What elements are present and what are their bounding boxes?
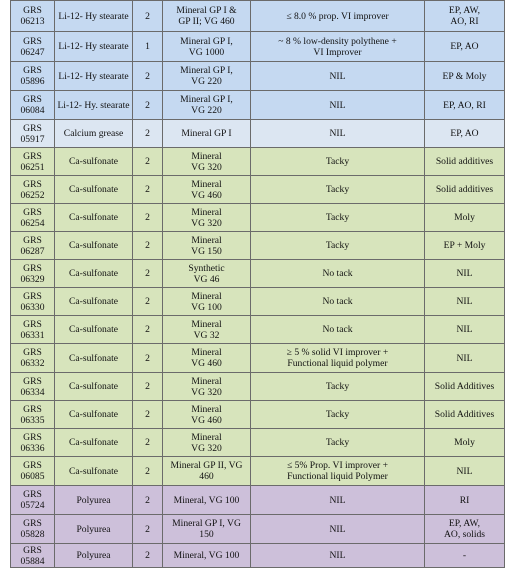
- polymer-additive-cell-line: NIL: [329, 128, 346, 139]
- nlgi-grade-cell: 2: [133, 148, 163, 176]
- thickener-cell: Ca-sulfonate: [55, 401, 133, 429]
- grade-code-cell-line: 06251: [20, 161, 45, 173]
- thickener-cell: Calcium grease: [55, 120, 133, 148]
- base-oil-cell: [163, 120, 251, 148]
- grade-code-cell-line: 06335: [20, 414, 45, 426]
- table-row: [11, 544, 505, 568]
- grade-code-cell: [11, 62, 55, 91]
- table-row: [11, 62, 505, 91]
- grade-code-cell-line: 05896: [20, 76, 45, 87]
- polymer-additive-cell-line: No tack: [322, 296, 353, 307]
- polymer-additive-cell-line: Functional liquid Polymer: [287, 471, 388, 482]
- nlgi-grade-cell: 2: [133, 260, 163, 288]
- polymer-additive-cell: [251, 373, 425, 401]
- grade-code-cell-line: 05917: [20, 133, 45, 145]
- grade-code-cell: [11, 401, 55, 429]
- thickener-cell: Ca-sulfonate: [55, 457, 133, 486]
- other-additives-cell-line: AO, solids: [443, 529, 486, 540]
- base-oil-cell-line: VG 220: [191, 105, 222, 116]
- base-oil-cell: [163, 429, 251, 457]
- base-oil-cell: [163, 401, 251, 429]
- base-oil-cell-line: VG 320: [191, 217, 222, 229]
- table-row: [11, 515, 505, 544]
- grade-code-cell-line: GRS: [23, 544, 42, 556]
- base-oil-cell: [163, 373, 251, 401]
- base-oil-cell-line: Mineral GP I,: [180, 94, 233, 105]
- polymer-additive-cell: [251, 288, 425, 316]
- polymer-additive-cell: [251, 544, 425, 568]
- thickener-cell: Ca-sulfonate: [55, 344, 133, 373]
- base-oil-cell-line: VG 320: [191, 442, 222, 454]
- base-oil-cell-line: VG 32: [193, 329, 220, 341]
- table-row: [11, 486, 505, 515]
- base-oil-cell: [163, 457, 251, 486]
- base-oil-cell: [163, 344, 251, 373]
- nlgi-grade-cell: 2: [133, 373, 163, 401]
- grade-code-cell-line: 06213: [20, 16, 45, 27]
- polymer-additive-cell: [251, 316, 425, 344]
- nlgi-grade-cell: 2: [133, 120, 163, 148]
- other-additives-cell-line: EP, AO, RI: [443, 99, 486, 111]
- other-additives-cell-line: EP, AO: [450, 41, 479, 52]
- base-oil-cell: [163, 260, 251, 288]
- base-oil-cell-line: VG 460: [191, 414, 222, 426]
- other-additives-cell: [425, 204, 505, 232]
- grade-code-cell-line: GRS: [23, 35, 42, 47]
- grade-code-cell: [11, 316, 55, 344]
- grade-code-cell: [11, 176, 55, 204]
- other-additives-cell-line: NIL: [456, 465, 473, 477]
- base-oil-cell-line: Mineral: [191, 347, 222, 358]
- polymer-additive-cell-line: NIL: [329, 550, 346, 561]
- grade-code-cell-line: GRS: [23, 262, 42, 274]
- grade-code-cell: [11, 544, 55, 568]
- grade-code-cell-line: 06247: [20, 46, 45, 58]
- nlgi-grade-cell: 2: [133, 344, 163, 373]
- other-additives-cell-line: NIL: [456, 296, 473, 307]
- base-oil-cell: [163, 316, 251, 344]
- base-oil-cell-line: Mineral GP I, VG 150: [172, 518, 241, 540]
- thickener-cell: Li-12- Hy stearate: [55, 1, 133, 32]
- base-oil-cell-line: Mineral GP I &: [176, 5, 237, 16]
- other-additives-cell-line: Solid additives: [435, 184, 494, 195]
- polymer-additive-cell-line: Tacky: [325, 409, 350, 420]
- grease-table-container: [10, 0, 504, 568]
- polymer-additive-cell-line: ≤ 5% Prop. VI improver +: [286, 460, 389, 471]
- base-oil-cell-line: GP II; VG 460: [178, 16, 235, 27]
- base-oil-cell: [163, 91, 251, 120]
- grade-code-cell: [11, 486, 55, 515]
- nlgi-grade-cell: 2: [133, 429, 163, 457]
- other-additives-cell: [425, 176, 505, 204]
- thickener-cell: Polyurea: [55, 544, 133, 568]
- table-row: [11, 457, 505, 486]
- grade-code-cell-line: 06332: [20, 358, 45, 369]
- nlgi-grade-cell: 2: [133, 457, 163, 486]
- nlgi-grade-cell: 2: [133, 232, 163, 260]
- base-oil-cell-line: Mineral GP I,: [180, 65, 233, 76]
- grade-code-cell-line: GRS: [23, 403, 42, 415]
- thickener-cell: Polyurea: [55, 515, 133, 544]
- polymer-additive-cell: [251, 32, 425, 62]
- grade-code-cell-line: GRS: [23, 5, 42, 16]
- table-row: [11, 91, 505, 120]
- base-oil-cell: [163, 1, 251, 32]
- polymer-additive-cell-line: Tacky: [325, 212, 350, 223]
- other-additives-cell: [425, 32, 505, 62]
- grade-code-cell-line: GRS: [23, 122, 42, 134]
- grade-code-cell-line: GRS: [23, 489, 42, 500]
- polymer-additive-cell-line: No tack: [322, 324, 353, 335]
- thickener-cell: Li-12- Hy stearate: [55, 32, 133, 62]
- base-oil-cell-line: Mineral: [191, 150, 222, 162]
- base-oil-cell-line: VG 46: [193, 273, 220, 285]
- polymer-additive-cell: [251, 457, 425, 486]
- base-oil-cell: [163, 544, 251, 568]
- grade-code-cell-line: GRS: [23, 150, 42, 162]
- grade-code-cell-line: GRS: [23, 178, 42, 190]
- polymer-additive-cell-line: Tacky: [325, 184, 350, 195]
- nlgi-grade-cell: 2: [133, 288, 163, 316]
- polymer-additive-cell: [251, 401, 425, 429]
- grade-code-cell-line: GRS: [23, 234, 42, 246]
- base-oil-cell-line: Mineral GP I: [181, 128, 232, 139]
- thickener-cell: Ca-sulfonate: [55, 429, 133, 457]
- grade-code-cell: [11, 232, 55, 260]
- grade-code-cell-line: 06287: [20, 245, 45, 257]
- grade-code-cell-line: 05884: [20, 555, 45, 567]
- polymer-additive-cell: [251, 260, 425, 288]
- other-additives-cell: [425, 260, 505, 288]
- polymer-additive-cell-line: NIL: [329, 99, 346, 111]
- grade-code-cell-line: 06329: [20, 273, 45, 285]
- grade-code-cell-line: GRS: [23, 460, 42, 471]
- grade-code-cell: [11, 373, 55, 401]
- other-additives-cell-line: Moly: [454, 212, 475, 223]
- polymer-additive-cell: [251, 120, 425, 148]
- nlgi-grade-cell: 2: [133, 91, 163, 120]
- grade-code-cell: [11, 32, 55, 62]
- base-oil-cell-line: Mineral: [191, 206, 222, 218]
- polymer-additive-cell: [251, 62, 425, 91]
- other-additives-cell: [425, 148, 505, 176]
- grade-code-cell-line: 06336: [20, 442, 45, 454]
- base-oil-cell-line: VG 150: [191, 245, 222, 257]
- grade-code-cell: [11, 457, 55, 486]
- table-row: [11, 1, 505, 32]
- thickener-cell: Polyurea: [55, 486, 133, 515]
- table-row: [11, 32, 505, 62]
- polymer-additive-cell-line: No tack: [322, 268, 353, 279]
- polymer-additive-cell: [251, 176, 425, 204]
- grade-code-cell-line: 06334: [20, 386, 45, 398]
- nlgi-grade-cell: 2: [133, 1, 163, 32]
- base-oil-cell: [163, 232, 251, 260]
- other-additives-cell: [425, 544, 505, 568]
- table-row: [11, 401, 505, 429]
- other-additives-cell-line: RI: [459, 494, 470, 506]
- polymer-additive-cell-line: Functional liquid polymer: [287, 358, 388, 369]
- polymer-additive-cell-line: ≥ 5 % solid VI improver +: [286, 347, 389, 358]
- grade-code-cell-line: 06084: [20, 105, 45, 116]
- other-additives-cell-line: EP & Moly: [442, 70, 487, 82]
- grade-code-cell: [11, 344, 55, 373]
- other-additives-cell-line: EP + Moly: [443, 240, 486, 251]
- base-oil-cell-line: Mineral: [191, 375, 222, 387]
- nlgi-grade-cell: 2: [133, 515, 163, 544]
- other-additives-cell: [425, 373, 505, 401]
- other-additives-cell: [425, 91, 505, 120]
- other-additives-cell-line: NIL: [456, 324, 473, 335]
- grade-code-cell-line: GRS: [23, 375, 42, 387]
- base-oil-cell-line: Mineral: [191, 318, 222, 330]
- other-additives-cell-line: NIL: [456, 268, 473, 279]
- other-additives-cell-line: NIL: [456, 352, 473, 364]
- polymer-additive-cell: [251, 515, 425, 544]
- table-row: [11, 120, 505, 148]
- polymer-additive-cell: [251, 232, 425, 260]
- nlgi-grade-cell: 1: [133, 32, 163, 62]
- other-additives-cell: [425, 288, 505, 316]
- polymer-additive-cell-line: Tacky: [325, 381, 350, 392]
- grade-code-cell-line: GRS: [23, 318, 42, 330]
- nlgi-grade-cell: 2: [133, 486, 163, 515]
- other-additives-cell: [425, 429, 505, 457]
- base-oil-cell-line: Mineral: [191, 178, 222, 190]
- thickener-cell: Ca-sulfonate: [55, 260, 133, 288]
- base-oil-cell-line: Mineral: [191, 431, 222, 443]
- thickener-cell: Ca-sulfonate: [55, 148, 133, 176]
- other-additives-cell-line: Solid additives: [435, 156, 494, 167]
- base-oil-cell-line: VG 1000: [188, 46, 225, 58]
- other-additives-cell: [425, 457, 505, 486]
- grade-code-cell-line: 06330: [20, 301, 45, 313]
- base-oil-cell-line: VG 100: [191, 301, 222, 313]
- grade-code-cell-line: GRS: [23, 65, 42, 76]
- polymer-additive-cell: [251, 91, 425, 120]
- thickener-cell: Ca-sulfonate: [55, 288, 133, 316]
- grade-code-cell: [11, 1, 55, 32]
- other-additives-cell: [425, 344, 505, 373]
- thickener-cell: Ca-sulfonate: [55, 176, 133, 204]
- nlgi-grade-cell: 2: [133, 204, 163, 232]
- table-row: [11, 316, 505, 344]
- other-additives-cell-line: Moly: [454, 437, 475, 448]
- thickener-cell: Ca-sulfonate: [55, 232, 133, 260]
- grade-code-cell: [11, 429, 55, 457]
- base-oil-cell-line: Mineral GP I,: [180, 35, 233, 47]
- thickener-cell: Li-12- Hy stearate: [55, 62, 133, 91]
- table-row: [11, 148, 505, 176]
- nlgi-grade-cell: 2: [133, 544, 163, 568]
- grade-code-cell: [11, 515, 55, 544]
- other-additives-cell: [425, 515, 505, 544]
- grade-code-cell-line: 06085: [20, 471, 45, 482]
- nlgi-grade-cell: 2: [133, 316, 163, 344]
- nlgi-grade-cell: 2: [133, 401, 163, 429]
- polymer-additive-cell-line: ~ 8 % low-density polythene +: [278, 35, 397, 47]
- other-additives-cell: [425, 1, 505, 32]
- grease-table-body: [11, 1, 505, 568]
- thickener-cell: Ca-sulfonate: [55, 204, 133, 232]
- polymer-additive-cell: [251, 486, 425, 515]
- base-oil-cell-line: Mineral GP II, VG 460: [170, 460, 243, 482]
- table-row: [11, 232, 505, 260]
- grade-code-cell-line: 06252: [20, 189, 45, 201]
- base-oil-cell: [163, 62, 251, 91]
- grade-code-cell: [11, 120, 55, 148]
- base-oil-cell-line: Mineral: [191, 234, 222, 246]
- polymer-additive-cell: [251, 1, 425, 32]
- base-oil-cell-line: VG 220: [191, 76, 222, 87]
- thickener-cell: Li-12- Hy. stearate: [55, 91, 133, 120]
- polymer-additive-cell-line: NIL: [329, 494, 346, 506]
- base-oil-cell: [163, 288, 251, 316]
- polymer-additive-cell: [251, 204, 425, 232]
- thickener-cell: Ca-sulfonate: [55, 316, 133, 344]
- other-additives-cell-line: EP, AO: [450, 128, 479, 139]
- base-oil-cell-line: Synthetic: [188, 262, 225, 274]
- grease-table: [10, 0, 505, 568]
- table-row: [11, 204, 505, 232]
- nlgi-grade-cell: 2: [133, 176, 163, 204]
- polymer-additive-cell-line: ≤ 8.0 % prop. VI improver: [286, 10, 389, 22]
- base-oil-cell: [163, 486, 251, 515]
- polymer-additive-cell: [251, 344, 425, 373]
- base-oil-cell-line: VG 460: [191, 358, 222, 369]
- other-additives-cell-line: EP, AW,: [448, 5, 481, 16]
- grade-code-cell-line: 06254: [20, 217, 45, 229]
- base-oil-cell-line: VG 460: [191, 189, 222, 201]
- grade-code-cell: [11, 260, 55, 288]
- grade-code-cell-line: GRS: [23, 347, 42, 358]
- base-oil-cell-line: Mineral: [191, 290, 222, 302]
- polymer-additive-cell: [251, 429, 425, 457]
- grade-code-cell: [11, 148, 55, 176]
- base-oil-cell-line: Mineral, VG 100: [173, 550, 240, 561]
- base-oil-cell: [163, 515, 251, 544]
- other-additives-cell-line: AO, RI: [450, 16, 479, 27]
- grade-code-cell: [11, 91, 55, 120]
- grade-code-cell-line: GRS: [23, 431, 42, 443]
- other-additives-cell: [425, 232, 505, 260]
- other-additives-cell: [425, 401, 505, 429]
- table-row: [11, 429, 505, 457]
- base-oil-cell: [163, 176, 251, 204]
- other-additives-cell: [425, 62, 505, 91]
- grade-code-cell: [11, 288, 55, 316]
- grade-code-cell-line: GRS: [23, 94, 42, 105]
- table-row: [11, 344, 505, 373]
- other-additives-cell-line: Solid Additives: [434, 409, 495, 420]
- table-row: [11, 373, 505, 401]
- grade-code-cell: [11, 204, 55, 232]
- grade-code-cell-line: 05724: [20, 500, 45, 511]
- grade-code-cell-line: 05828: [20, 529, 45, 540]
- other-additives-cell: [425, 120, 505, 148]
- base-oil-cell: [163, 204, 251, 232]
- other-additives-cell: [425, 316, 505, 344]
- base-oil-cell-line: Mineral: [191, 403, 222, 415]
- polymer-additive-cell-line: NIL: [329, 523, 346, 535]
- other-additives-cell-line: -: [462, 550, 467, 561]
- base-oil-cell-line: Mineral, VG 100: [173, 494, 240, 506]
- polymer-additive-cell: [251, 148, 425, 176]
- grade-code-cell-line: GRS: [23, 290, 42, 302]
- table-row: [11, 176, 505, 204]
- nlgi-grade-cell: 2: [133, 62, 163, 91]
- table-row: [11, 260, 505, 288]
- base-oil-cell: [163, 148, 251, 176]
- polymer-additive-cell-line: NIL: [329, 70, 346, 82]
- base-oil-cell-line: VG 320: [191, 386, 222, 398]
- polymer-additive-cell-line: VI Improver: [313, 46, 362, 58]
- other-additives-cell: [425, 486, 505, 515]
- polymer-additive-cell-line: Tacky: [325, 156, 350, 167]
- polymer-additive-cell-line: Tacky: [325, 240, 350, 251]
- table-row: [11, 288, 505, 316]
- other-additives-cell-line: Solid Additives: [434, 381, 495, 392]
- polymer-additive-cell-line: Tacky: [325, 437, 350, 448]
- thickener-cell: Ca-sulfonate: [55, 373, 133, 401]
- grade-code-cell-line: 06331: [20, 329, 45, 341]
- grade-code-cell-line: GRS: [23, 206, 42, 218]
- other-additives-cell-line: EP, AW,: [448, 518, 481, 529]
- base-oil-cell: [163, 32, 251, 62]
- grade-code-cell-line: GRS: [23, 518, 42, 529]
- base-oil-cell-line: VG 320: [191, 161, 222, 173]
